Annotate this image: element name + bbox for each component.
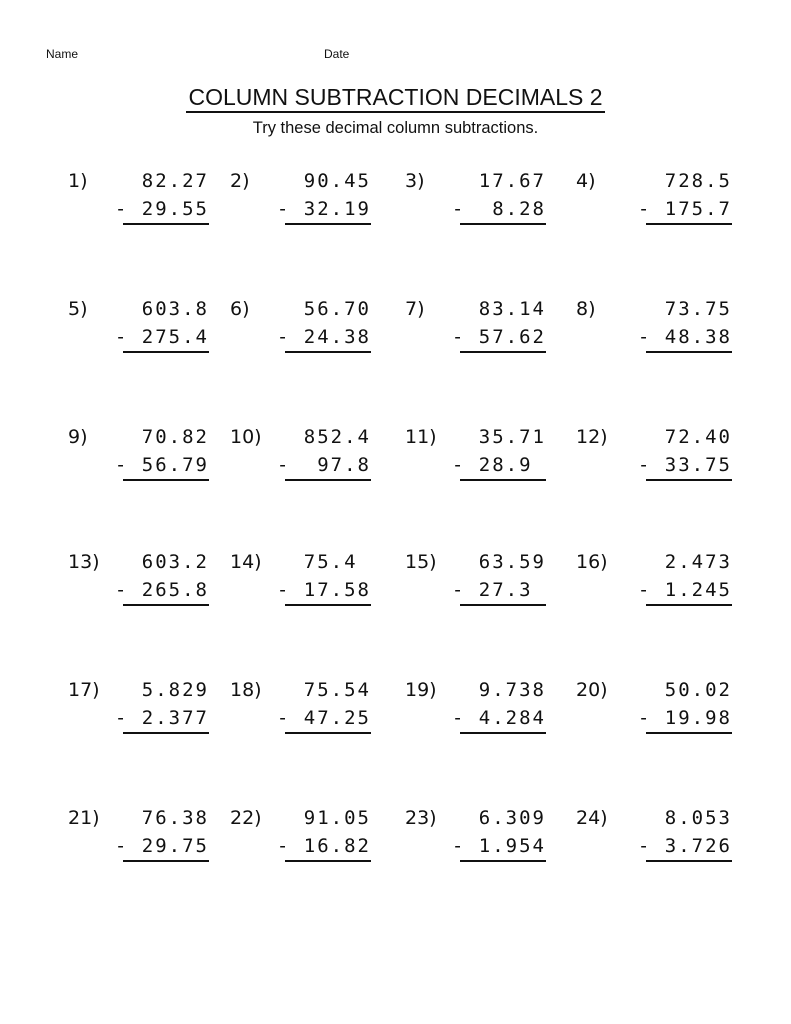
problem-number: 9) bbox=[68, 426, 88, 448]
problem-number: 6) bbox=[230, 298, 250, 320]
answer-line bbox=[460, 604, 546, 606]
minuend: 75.4 bbox=[303, 551, 371, 573]
problem-21 bbox=[68, 807, 209, 887]
answer-line bbox=[460, 223, 546, 225]
answer-line bbox=[123, 860, 209, 862]
subtrahend: - 16.82 bbox=[276, 835, 371, 857]
minuend: 76.38 bbox=[141, 807, 209, 829]
problem-number: 17) bbox=[68, 679, 100, 701]
subtrahend: - 19.98 bbox=[637, 707, 732, 729]
problem-number: 11) bbox=[405, 426, 437, 448]
minuend: 82.27 bbox=[141, 170, 209, 192]
problem-number: 8) bbox=[576, 298, 596, 320]
subtrahend: - 275.4 bbox=[114, 326, 209, 348]
problem-6 bbox=[230, 298, 371, 378]
minuend: 73.75 bbox=[664, 298, 732, 320]
minuend: 50.02 bbox=[664, 679, 732, 701]
problem-16 bbox=[576, 551, 732, 631]
problem-number: 7) bbox=[405, 298, 425, 320]
answer-line bbox=[460, 351, 546, 353]
subtrahend: - 8.28 bbox=[451, 198, 546, 220]
answer-line bbox=[460, 732, 546, 734]
problem-14 bbox=[230, 551, 371, 631]
problem-18 bbox=[230, 679, 371, 759]
problem-number: 18) bbox=[230, 679, 262, 701]
problem-number: 20) bbox=[576, 679, 608, 701]
subtrahend: - 56.79 bbox=[114, 454, 209, 476]
problem-number: 14) bbox=[230, 551, 262, 573]
minuend: 17.67 bbox=[478, 170, 546, 192]
minuend: 2.473 bbox=[664, 551, 732, 573]
subtrahend: - 265.8 bbox=[114, 579, 209, 601]
subtrahend: - 3.726 bbox=[637, 835, 732, 857]
problem-number: 22) bbox=[230, 807, 262, 829]
subtrahend: - 175.7 bbox=[637, 198, 732, 220]
answer-line bbox=[285, 223, 371, 225]
subtrahend: - 97.8 bbox=[276, 454, 371, 476]
problem-number: 1) bbox=[68, 170, 88, 192]
problem-7 bbox=[405, 298, 546, 378]
problem-5 bbox=[68, 298, 209, 378]
subtrahend: - 29.55 bbox=[114, 198, 209, 220]
name-label: Name bbox=[46, 47, 79, 61]
problem-23 bbox=[405, 807, 546, 887]
problem-number: 3) bbox=[405, 170, 425, 192]
problem-number: 12) bbox=[576, 426, 608, 448]
problem-2 bbox=[230, 170, 371, 250]
problem-10 bbox=[230, 426, 371, 506]
answer-line bbox=[460, 860, 546, 862]
minuend: 83.14 bbox=[478, 298, 546, 320]
problem-9 bbox=[68, 426, 209, 506]
problem-number: 5) bbox=[68, 298, 88, 320]
minuend: 852.4 bbox=[303, 426, 371, 448]
subtrahend: - 32.19 bbox=[276, 198, 371, 220]
problem-number: 13) bbox=[68, 551, 100, 573]
minuend: 8.053 bbox=[664, 807, 732, 829]
answer-line bbox=[646, 860, 732, 862]
minuend: 6.309 bbox=[478, 807, 546, 829]
problem-number: 16) bbox=[576, 551, 608, 573]
date-label: Date bbox=[324, 47, 350, 61]
subtrahend: - 33.75 bbox=[637, 454, 732, 476]
subtrahend: - 28.9 bbox=[451, 454, 546, 476]
minuend: 72.40 bbox=[664, 426, 732, 448]
minuend: 75.54 bbox=[303, 679, 371, 701]
problem-12 bbox=[576, 426, 732, 506]
minuend: 70.82 bbox=[141, 426, 209, 448]
problem-20 bbox=[576, 679, 732, 759]
page-subtitle: Try these decimal column subtractions. bbox=[252, 119, 539, 137]
minuend: 35.71 bbox=[478, 426, 546, 448]
answer-line bbox=[460, 479, 546, 481]
subtrahend: - 4.284 bbox=[451, 707, 546, 729]
problem-number: 19) bbox=[405, 679, 437, 701]
problem-number: 10) bbox=[230, 426, 262, 448]
minuend: 603.2 bbox=[141, 551, 209, 573]
problem-number: 4) bbox=[576, 170, 596, 192]
answer-line bbox=[285, 732, 371, 734]
minuend: 728.5 bbox=[664, 170, 732, 192]
minuend: 90.45 bbox=[303, 170, 371, 192]
problem-number: 24) bbox=[576, 807, 608, 829]
subtrahend: - 1.954 bbox=[451, 835, 546, 857]
subtrahend: - 1.245 bbox=[637, 579, 732, 601]
problem-number: 21) bbox=[68, 807, 100, 829]
answer-line bbox=[285, 604, 371, 606]
answer-line bbox=[123, 351, 209, 353]
answer-line bbox=[646, 479, 732, 481]
answer-line bbox=[123, 223, 209, 225]
subtrahend: - 48.38 bbox=[637, 326, 732, 348]
problem-3 bbox=[405, 170, 546, 250]
problem-19 bbox=[405, 679, 546, 759]
answer-line bbox=[646, 351, 732, 353]
answer-line bbox=[285, 860, 371, 862]
answer-line bbox=[646, 732, 732, 734]
minuend: 603.8 bbox=[141, 298, 209, 320]
answer-line bbox=[285, 479, 371, 481]
problem-24 bbox=[576, 807, 732, 887]
problem-4 bbox=[576, 170, 732, 250]
problem-number: 15) bbox=[405, 551, 437, 573]
subtrahend: - 57.62 bbox=[451, 326, 546, 348]
subtrahend: - 24.38 bbox=[276, 326, 371, 348]
answer-line bbox=[123, 479, 209, 481]
subtrahend: - 29.75 bbox=[114, 835, 209, 857]
problem-13 bbox=[68, 551, 209, 631]
subtrahend: - 47.25 bbox=[276, 707, 371, 729]
problem-number: 23) bbox=[405, 807, 437, 829]
subtrahend: - 17.58 bbox=[276, 579, 371, 601]
minuend: 5.829 bbox=[141, 679, 209, 701]
subtrahend: - 2.377 bbox=[114, 707, 209, 729]
minuend: 63.59 bbox=[478, 551, 546, 573]
problem-11 bbox=[405, 426, 546, 506]
subtrahend: - 27.3 bbox=[451, 579, 546, 601]
answer-line bbox=[285, 351, 371, 353]
page-title-text: COLUMN SUBTRACTION DECIMALS 2 bbox=[186, 84, 604, 113]
minuend: 9.738 bbox=[478, 679, 546, 701]
minuend: 91.05 bbox=[303, 807, 371, 829]
problem-22 bbox=[230, 807, 371, 887]
answer-line bbox=[123, 604, 209, 606]
problem-number: 2) bbox=[230, 170, 250, 192]
problem-15 bbox=[405, 551, 546, 631]
answer-line bbox=[123, 732, 209, 734]
problem-8 bbox=[576, 298, 732, 378]
minuend: 56.70 bbox=[303, 298, 371, 320]
problem-17 bbox=[68, 679, 209, 759]
problem-1 bbox=[68, 170, 209, 250]
answer-line bbox=[646, 604, 732, 606]
answer-line bbox=[646, 223, 732, 225]
